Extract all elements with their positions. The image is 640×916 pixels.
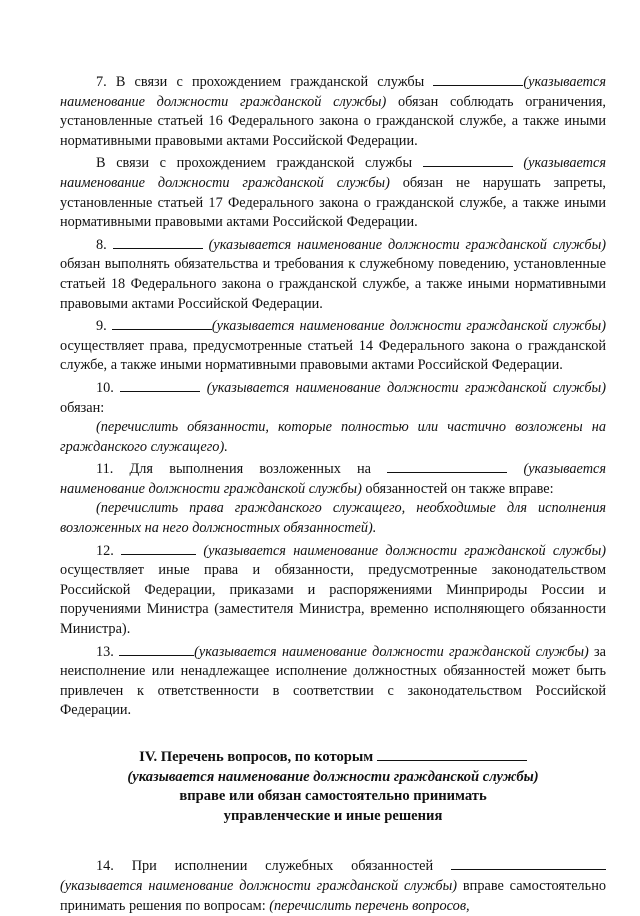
italic-note: (указывается наименование должности гражданской службы)	[206, 379, 606, 396]
italic-note: (перечислить обязанности, которые полностью или частично возложены на гражданского служащего).	[60, 419, 606, 455]
italic-note: (перечислить перечень вопросов,	[269, 897, 470, 914]
heading-line	[60, 768, 606, 788]
item-number: 14.	[96, 858, 114, 875]
fill-in-blank	[377, 747, 527, 761]
item-number: 11.	[96, 461, 114, 478]
fill-in-blank	[113, 235, 203, 249]
section-heading	[60, 747, 606, 826]
paragraph-10-list	[60, 418, 606, 457]
paragraph-11	[60, 459, 606, 499]
italic-note: (указывается наименование должности гражданской службы)	[203, 542, 607, 559]
italic-note: (перечислить права гражданского служащего, необходимые для исполнения возложенных на него должностных обязанностей).	[60, 500, 606, 537]
italic-note: (указывается наименование должности гражданской службы)	[60, 155, 606, 191]
fill-in-blank	[433, 72, 523, 86]
italic-note: (указывается наименование должности гражданской службы)	[208, 236, 607, 253]
paragraph-text: Для выполнения возложенных на	[129, 461, 372, 478]
paragraph-text: обязан:	[60, 399, 105, 416]
paragraph-text: обязанностей он также вправе:	[365, 480, 554, 497]
heading-italic-note: (указывается наименование должности гражданской службы)	[127, 768, 539, 785]
item-number: 9.	[96, 318, 107, 335]
paragraph-8	[60, 235, 606, 314]
italic-note: (указывается наименование должности гражданской службы)	[211, 318, 607, 335]
paragraph-7-continued	[60, 153, 606, 232]
paragraph-14	[60, 856, 606, 916]
italic-note: (указывается наименование должности гражданской службы)	[60, 877, 458, 894]
paragraph-text: осуществляет права, предусмотренные статьей 14 Федерального закона о гражданской службе, а также иными нормативными правовыми актами Российской Федерации.	[60, 337, 606, 374]
heading-text: IV. Перечень вопросов, по которым	[139, 749, 374, 765]
fill-in-blank	[112, 316, 212, 330]
paragraph-text: обязан выполнять обязательства и требования к служебному поведению, установленные статьей 18 Федерального закона о гражданской службе, а также иными нормативными правовыми актами Российской Федерации.	[60, 256, 606, 312]
fill-in-blank	[120, 378, 200, 392]
paragraph-text: обязан соблюдать ограничения, установленные статьей 16 Федерального закона о гражданской службе, а также иными нормативными правовыми актами Российской Федерации.	[60, 93, 606, 149]
heading-line: управленческие и иные решения	[223, 807, 443, 824]
italic-note: (указывается наименование должности гражданской службы)	[194, 643, 589, 660]
fill-in-blank	[387, 459, 507, 473]
fill-in-blank	[119, 642, 194, 656]
paragraph-11-list	[60, 499, 606, 538]
paragraph-10	[60, 378, 606, 418]
paragraph-9	[60, 316, 606, 376]
paragraph-text: вправе самостоятельно принимать решения по вопросам:	[60, 877, 606, 914]
paragraph-text: обязан не нарушать запреты, установленные статьей 17 Федерального закона о гражданской службе, а также иными нормативными правовыми актами Российской Федерации.	[60, 174, 607, 231]
paragraph-text: В связи с прохождением гражданской службы	[115, 74, 425, 90]
italic-note: (указывается наименование должности гражданской службы)	[60, 461, 607, 497]
item-number: 12.	[96, 542, 114, 559]
paragraph-text: В связи с прохождением гражданской службы	[96, 155, 413, 172]
item-number: 8.	[96, 236, 107, 253]
paragraph-12	[60, 541, 606, 640]
paragraph-13	[60, 642, 606, 721]
fill-in-blank	[121, 541, 196, 555]
heading-line	[60, 747, 606, 768]
fill-in-blank	[451, 856, 606, 870]
paragraph-text: осуществляет иные права и обязанности, предусмотренные законодательством Российской Федерации, приказами и распоряжениями Минприроды России и поручениями Министра (заместителя Министра, временно исполняющего обязанности Министра).	[60, 562, 606, 638]
item-number: 7.	[96, 74, 107, 90]
item-number: 10.	[96, 379, 114, 396]
italic-note: (указывается наименование должности гражданской службы)	[60, 74, 606, 110]
heading-line: вправе или обязан самостоятельно принимать	[179, 788, 487, 805]
paragraph-7	[60, 72, 606, 151]
fill-in-blank	[423, 153, 513, 167]
paragraph-text: за неисполнение или ненадлежащее исполнение должностных обязанностей может быть привлечен к ответственности в соответствии с законодательством Российской Федерации.	[60, 643, 607, 719]
paragraph-text: При исполнении служебных обязанностей	[131, 858, 434, 875]
item-number: 13.	[96, 643, 114, 660]
